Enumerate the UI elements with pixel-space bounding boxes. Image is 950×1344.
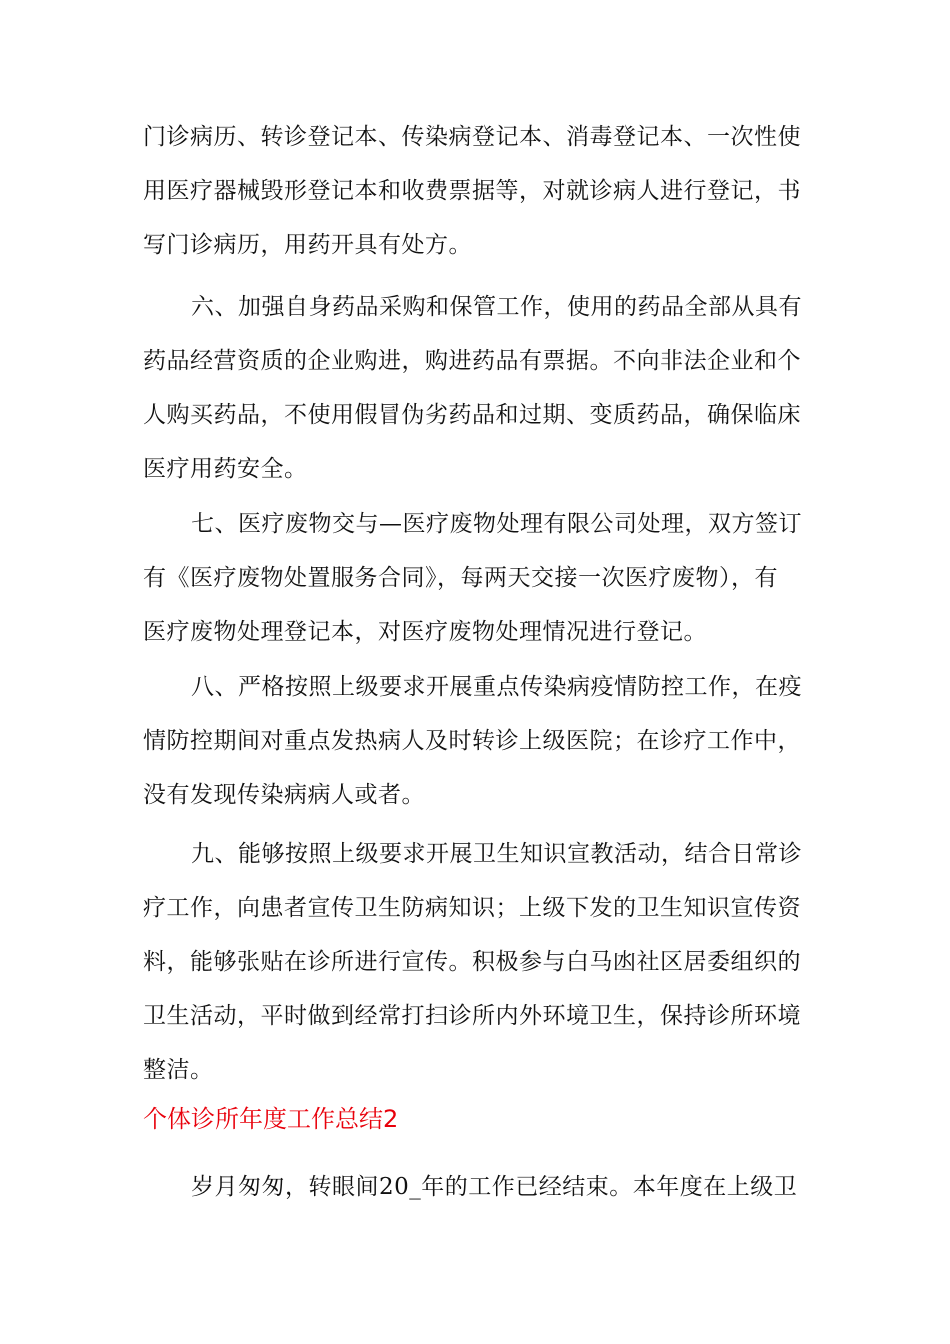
text-line: 医疗废物处理登记本，对医疗废物处理情况进行登记。 <box>143 619 707 645</box>
paragraph-item-7 <box>143 497 808 659</box>
text-line: 岁月匆匆，转眼间20_年的工作已经结束。本年度在上级卫 <box>191 1174 798 1200</box>
text-line: 八、严格按照上级要求开展重点传染病疫情防控工作，在疫 <box>191 674 802 700</box>
paragraph-item-8 <box>143 660 808 822</box>
text-line: 疗工作，向患者宣传卫生防病知识；上级下发的卫生知识宣传资 <box>143 895 801 921</box>
text-line: 医疗用药安全。 <box>143 456 308 482</box>
text-line: 没有发现传染病病人或者。 <box>143 782 425 808</box>
text-line: 七、医疗废物交与—医疗废物处理有限公司处理，双方签订 <box>191 511 802 537</box>
text-line: 整洁。 <box>143 1057 214 1083</box>
paragraph-continuation <box>143 110 808 272</box>
section-heading: 个体诊所年度工作总结2 <box>143 1105 399 1133</box>
text-line: 药品经营资质的企业购进，购进药品有票据。不向非法企业和个 <box>143 348 801 374</box>
paragraph-item-9 <box>143 827 808 1097</box>
text-line: 料，能够张贴在诊所进行宣传。积极参与白马凼社区居委组织的 <box>143 949 801 975</box>
text-line: 有《医疗废物处置服务合同》，每两天交接一次医疗废物），有 <box>143 565 778 591</box>
paragraph-item-6 <box>143 280 808 496</box>
text-line: 情防控期间对重点发热病人及时转诊上级医院；在诊疗工作中， <box>143 728 801 754</box>
text-line: 六、加强自身药品采购和保管工作，使用的药品全部从具有 <box>191 294 802 320</box>
text-line: 人购买药品，不使用假冒伪劣药品和过期、变质药品，确保临床 <box>143 402 801 428</box>
text-line: 卫生活动，平时做到经常打扫诊所内外环境卫生，保持诊所环境 <box>143 1003 801 1029</box>
text-line: 九、能够按照上级要求开展卫生知识宣教活动，结合日常诊 <box>191 841 802 867</box>
text-line: 门诊病历、转诊登记本、传染病登记本、消毒登记本、一次性使 <box>143 124 801 150</box>
text-line: 写门诊病历，用药开具有处方。 <box>143 232 472 258</box>
paragraph-intro <box>143 1160 808 1214</box>
text-line: 用医疗器械毁形登记本和收费票据等，对就诊病人进行登记，书 <box>143 178 801 204</box>
